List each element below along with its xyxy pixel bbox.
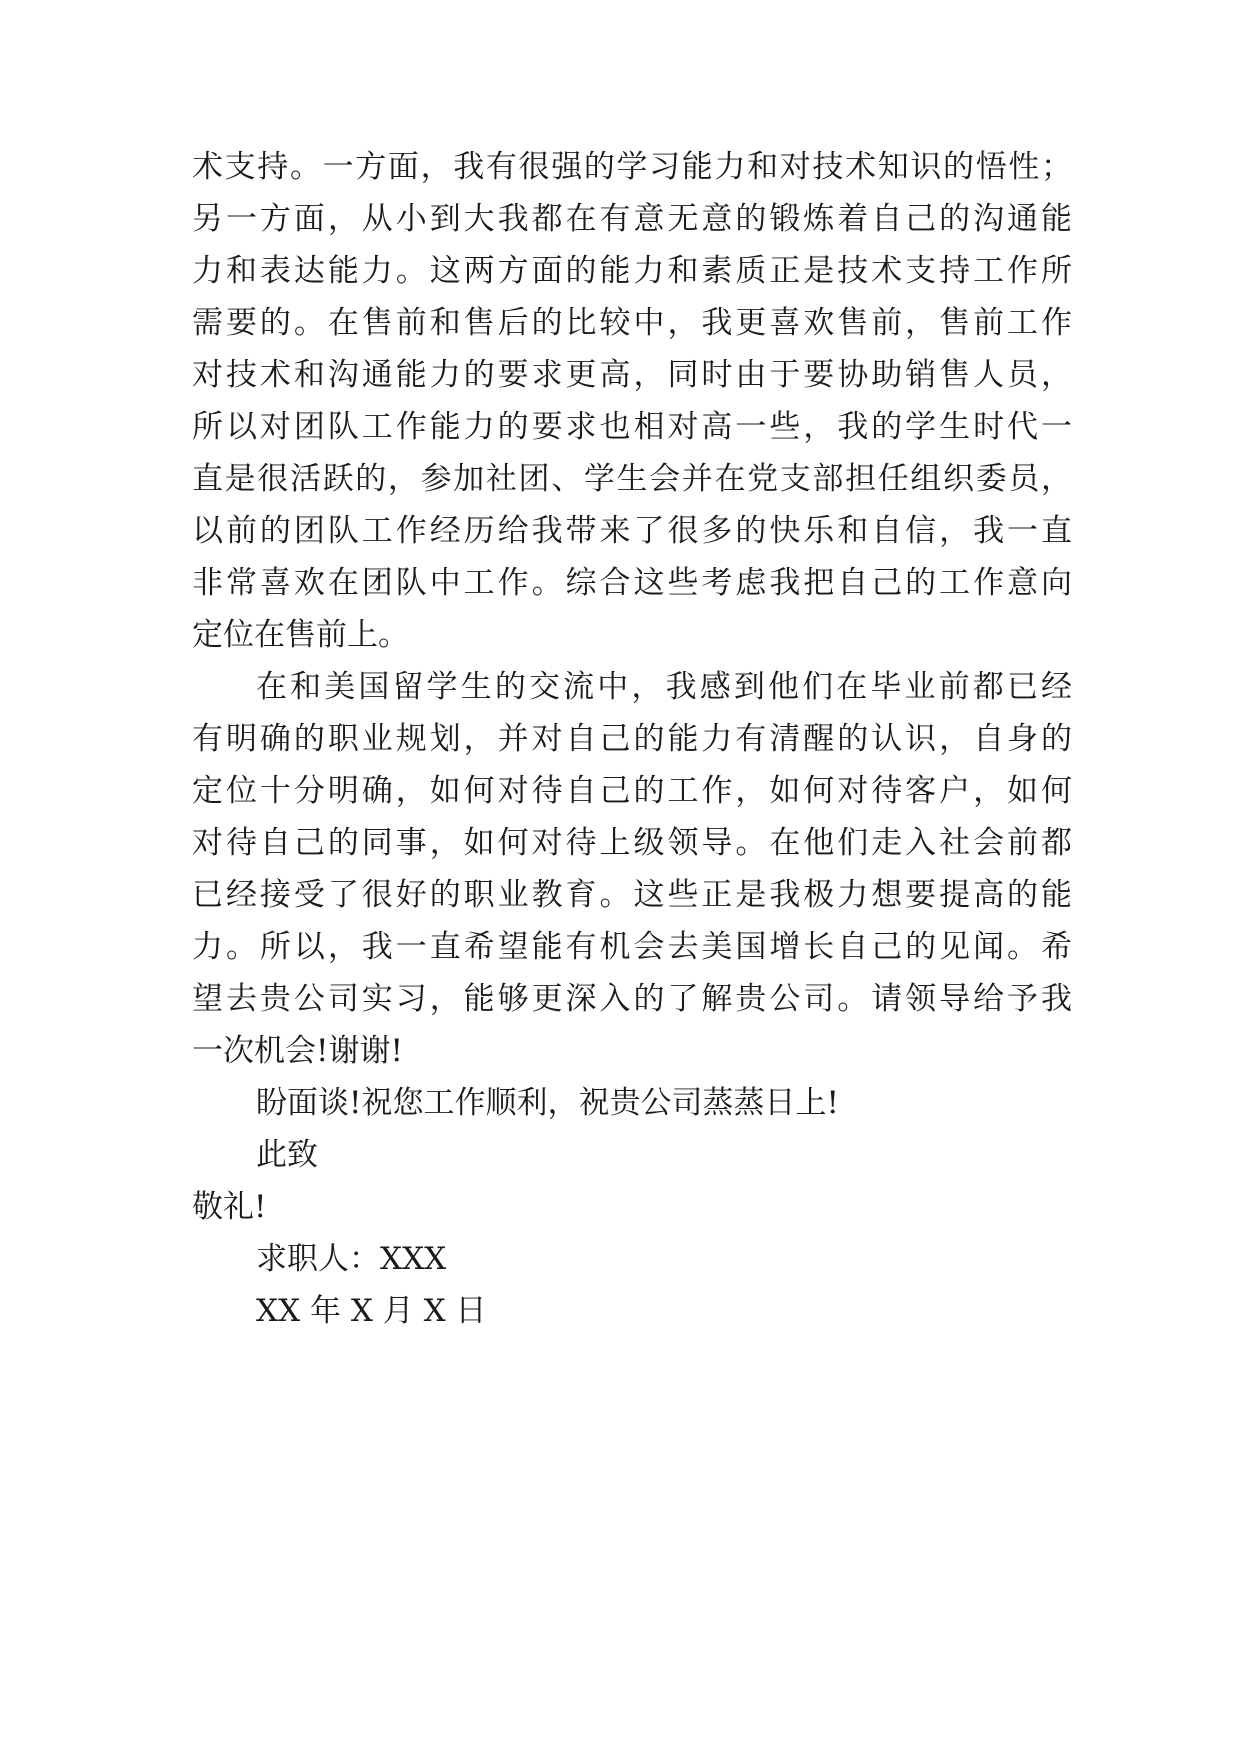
paragraph-2-line-7: 望去贵公司实习，能够更深入的了解贵公司。请领导给予我 [192, 981, 1072, 1017]
paragraph-1-line-10: 定位在售前上。 [192, 617, 409, 653]
paragraph-1-line-7: 直是很活跃的，参加社团、学生会并在党支部担任组织委员， [192, 461, 1072, 497]
paragraph-1-line-2: 另一方面，从小到大我都在有意无意的锻炼着自己的沟通能 [192, 201, 1072, 237]
paragraph-2-line-8: 一次机会!谢谢! [192, 1033, 403, 1069]
paragraph-1-line-3: 力和表达能力。这两方面的能力和素质正是技术支持工作所 [192, 253, 1072, 289]
paragraph-2-line-2: 有明确的职业规划，并对自己的能力有清醒的认识，自身的 [192, 721, 1072, 757]
paragraph-1-line-4: 需要的。在售前和售后的比较中，我更喜欢售前，售前工作 [192, 305, 1072, 341]
paragraph-1-line-6: 所以对团队工作能力的要求也相对高一些，我的学生时代一 [192, 409, 1072, 445]
paragraph-1-line-1: 术支持。一方面，我有很强的学习能力和对技术知识的悟性； [192, 149, 1072, 185]
paragraph-2-line-5: 已经接受了很好的职业教育。这些正是我极力想要提高的能 [192, 877, 1072, 913]
paragraph-1-line-9: 非常喜欢在团队中工作。综合这些考虑我把自己的工作意向 [192, 565, 1072, 601]
paragraph-1-line-8: 以前的团队工作经历给我带来了很多的快乐和自信，我一直 [192, 513, 1072, 549]
date: XX 年 X 月 X 日 [256, 1293, 487, 1329]
paragraph-2-line-6: 力。所以，我一直希望能有机会去美国增长自己的见闻。希 [192, 929, 1072, 965]
paragraph-2-line-1: 在和美国留学生的交流中，我感到他们在毕业前都已经 [256, 669, 1072, 705]
paragraph-2-line-4: 对待自己的同事，如何对待上级领导。在他们走入社会前都 [192, 825, 1072, 861]
salutation-ci-zhi: 此致 [256, 1137, 318, 1173]
paragraph-1-line-5: 对技术和沟通能力的要求更高，同时由于要协助销售人员， [192, 357, 1072, 393]
closing-wish: 盼面谈!祝您工作顺利，祝贵公司蒸蒸日上! [256, 1085, 839, 1121]
signature: 求职人：XXX [256, 1241, 447, 1277]
paragraph-2-line-3: 定位十分明确，如何对待自己的工作，如何对待客户，如何 [192, 773, 1072, 809]
salutation-jing-li: 敬礼! [192, 1189, 267, 1225]
